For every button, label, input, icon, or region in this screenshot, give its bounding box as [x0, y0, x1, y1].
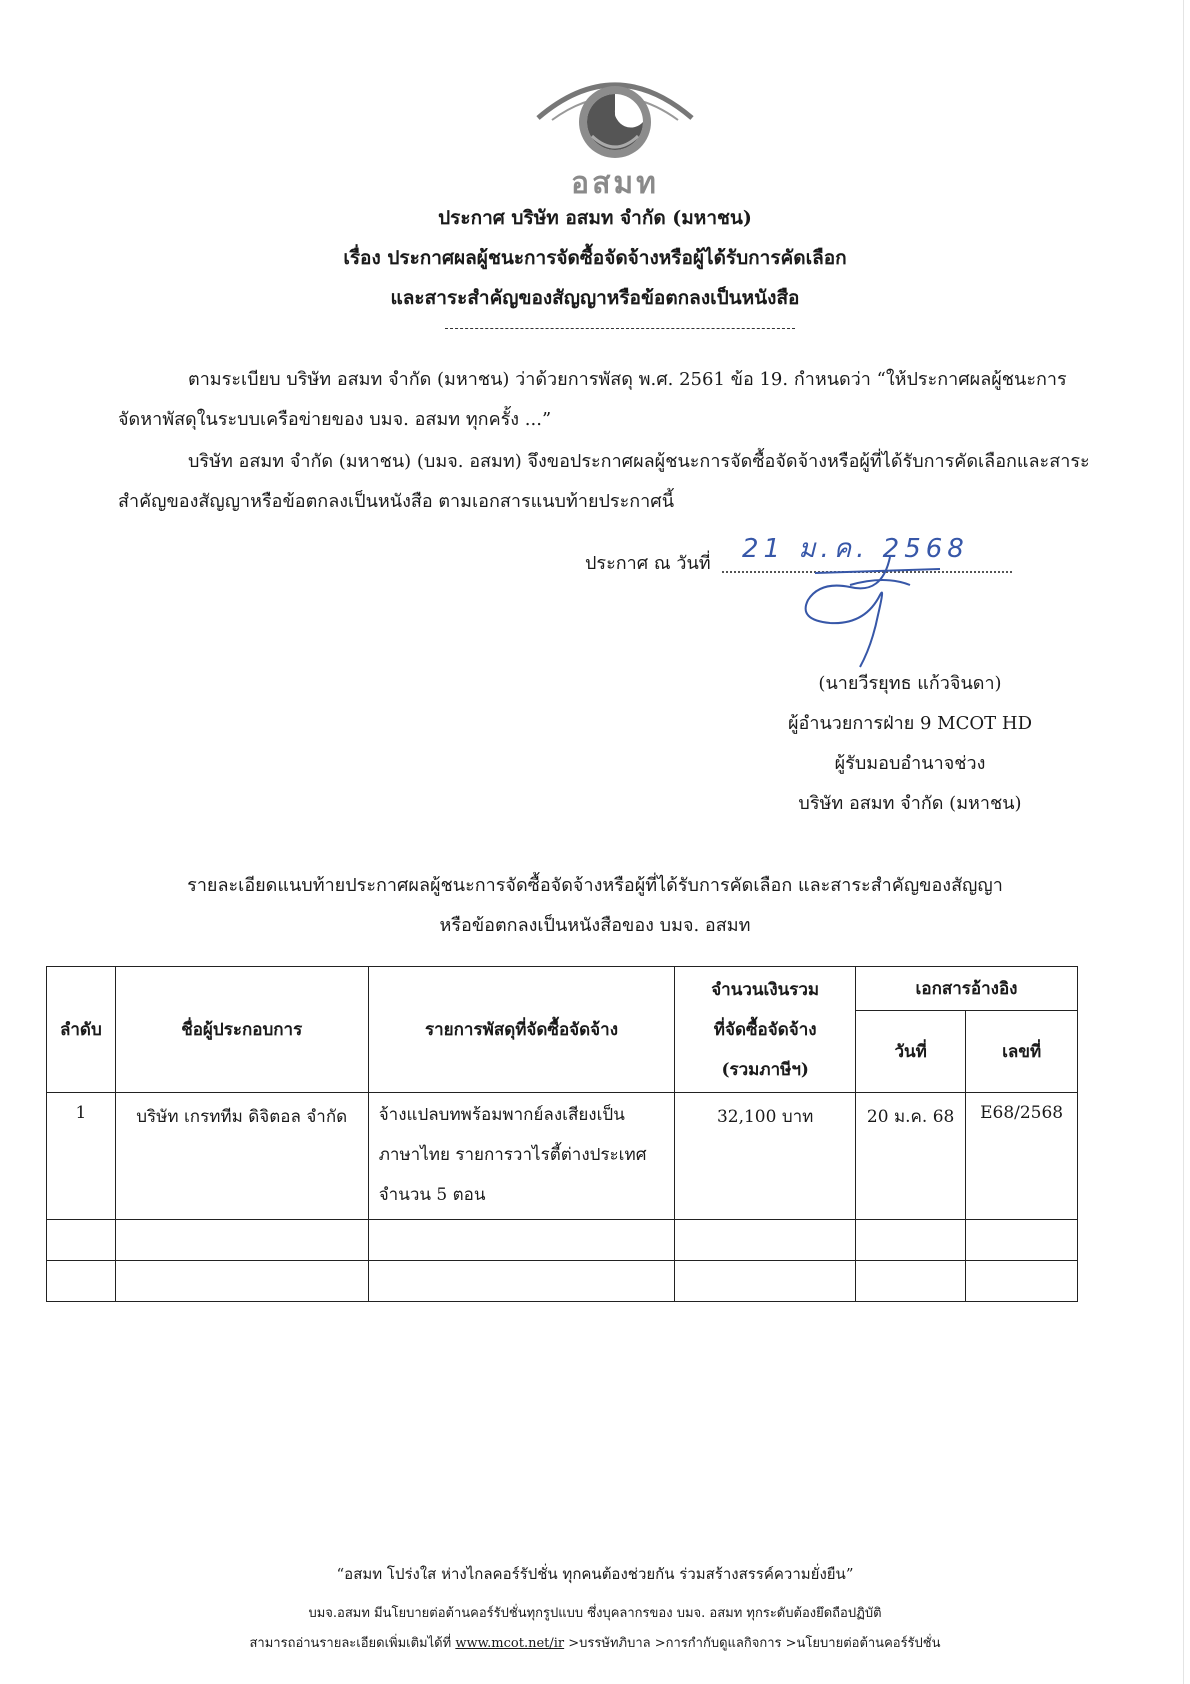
header-amount-line2: ที่จัดซื้อจัดจ้าง — [713, 1019, 817, 1040]
header-reference: เอกสารอ้างอิง — [856, 967, 1078, 1011]
empty-cell — [966, 1261, 1078, 1302]
header-no: ลำดับ — [47, 967, 116, 1093]
empty-cell — [115, 1261, 368, 1302]
empty-cell — [675, 1261, 856, 1302]
logo-wordmark: อสมท — [571, 166, 659, 201]
header-item: รายการพัสดุที่จัดซื้อจัดจ้าง — [368, 967, 675, 1093]
row-no: 1 — [47, 1093, 116, 1220]
announcement-subject-cont: และสาระสำคัญของสัญญาหรือข้อตกลงเป็นหนังสือ — [390, 287, 800, 309]
header-vendor: ชื่อผู้ประกอบการ — [115, 967, 368, 1093]
row-ref-date: 20 ม.ค. 68 — [856, 1093, 966, 1220]
empty-cell — [47, 1220, 116, 1261]
signer-role: ผู้รับมอบอำนาจช่วง — [834, 753, 986, 774]
empty-cell — [368, 1220, 675, 1261]
empty-cell — [675, 1220, 856, 1261]
footer-more-prefix: สามารถอ่านรายละเอียดเพิ่มเติมได้ที่ — [249, 1636, 456, 1651]
annex-heading: รายละเอียดแนบท้ายประกาศผลผู้ชนะการจัดซื้อจัดจ้างหรือผู้ที่ได้รับการคัดเลือก และสาระสำคัญของสัญญา — [187, 875, 1003, 896]
footer-ir-link[interactable]: www.mcot.net/ir — [455, 1636, 565, 1651]
empty-cell — [966, 1220, 1078, 1261]
empty-cell — [856, 1261, 966, 1302]
footer-slogan: “อสมท โปร่งใส ห่างไกลคอร์รัปชั่น ทุกคนต้องช่วยกัน ร่วมสร้างสรรค์ความยั่งยืน” — [336, 1565, 854, 1583]
body-paragraph-1 — [118, 360, 1098, 440]
mcot-logo — [530, 70, 700, 201]
table-header-row — [47, 967, 1078, 1011]
row-item-line3: จำนวน 5 ตอน — [378, 1185, 486, 1205]
row-item — [368, 1093, 675, 1220]
row-vendor: บริษัท เกรททีม ดิจิตอล จำกัด — [115, 1093, 368, 1220]
signer-name: (นายวีรยุทธ แก้วจินดา) — [818, 673, 1002, 694]
table-row-empty — [47, 1220, 1078, 1261]
empty-cell — [47, 1261, 116, 1302]
separator-line — [445, 328, 795, 329]
signer-title: ผู้อำนวยการฝ่าย 9 MCOT HD — [787, 713, 1032, 734]
footer-more-suffix: >บรรษัทภิบาล >การกำกับดูแลกิจการ >นโยบายต่อต้านคอร์รัปชั่น — [564, 1636, 941, 1651]
empty-cell — [368, 1261, 675, 1302]
annex-heading-cont: หรือข้อตกลงเป็นหนังสือของ บมจ. อสมท — [439, 915, 751, 936]
row-ref-no: E68/2568 — [966, 1093, 1078, 1220]
empty-cell — [856, 1220, 966, 1261]
signer-company: บริษัท อสมท จำกัด (มหาชน) — [798, 793, 1022, 814]
empty-cell — [115, 1220, 368, 1261]
announcement-title: ประกาศ บริษัท อสมท จำกัด (มหาชน) — [438, 207, 752, 229]
handwritten-date: 21 ม.ค. 2568 — [742, 534, 969, 564]
header-amount-line3: (รวมภาษีฯ) — [721, 1059, 809, 1080]
table-row-empty — [47, 1261, 1078, 1302]
mcot-eye-logo-icon — [530, 70, 700, 165]
header-ref-date: วันที่ — [856, 1011, 966, 1093]
header-amount — [675, 967, 856, 1093]
signature-icon — [790, 555, 950, 670]
procurement-table — [46, 966, 1078, 1302]
announcement-date-label: ประกาศ ณ วันที่ — [585, 553, 711, 574]
announcement-subject: เรื่อง ประกาศผลผู้ชนะการจัดซื้อจัดจ้างหรือผู้ได้รับการคัดเลือก — [343, 247, 847, 269]
row-amount: 32,100 บาท — [675, 1093, 856, 1220]
paragraph-1-text: ตามระเบียบ บริษัท อสมท จำกัด (มหาชน) ว่าด้วยการพัสดุ พ.ศ. 2561 ข้อ 19. กำหนดว่า “ให้ประกาศผลผู้ชนะการจัดหาพัสดุในระบบเครือข่ายของ บมจ. อสมท ทุกครั้ง ...” — [118, 369, 1067, 430]
header-amount-line1: จำนวนเงินรวม — [711, 979, 820, 1000]
row-item-line2: ภาษาไทย รายการวาไรตี้ต่างประเทศ — [378, 1145, 647, 1165]
row-item-line1: จ้างแปลบทพร้อมพากย์ลงเสียงเป็น — [378, 1105, 625, 1125]
table-row — [47, 1093, 1078, 1220]
paragraph-2-text: บริษัท อสมท จำกัด (มหาชน) (บมจ. อสมท) จึงขอประกาศผลผู้ชนะการจัดซื้อจัดจ้างหรือผู้ที่ได้รับการคัดเลือกและสาระสำคัญของสัญญาหรือข้อตกลงเป็นหนังสือ ตามเอกสารแนบท้ายประกาศนี้ — [118, 451, 1090, 512]
footer-more-info — [0, 1632, 1190, 1653]
header-ref-no: เลขที่ — [966, 1011, 1078, 1093]
footer-policy: บมจ.อสมท มีนโยบายต่อต้านคอร์รัปชั่นทุกรูปแบบ ซึ่งบุคลากรของ บมจ. อสมท ทุกระดับต้องยึดถือปฏิบัติ — [308, 1606, 882, 1621]
body-paragraph-2 — [118, 442, 1098, 522]
